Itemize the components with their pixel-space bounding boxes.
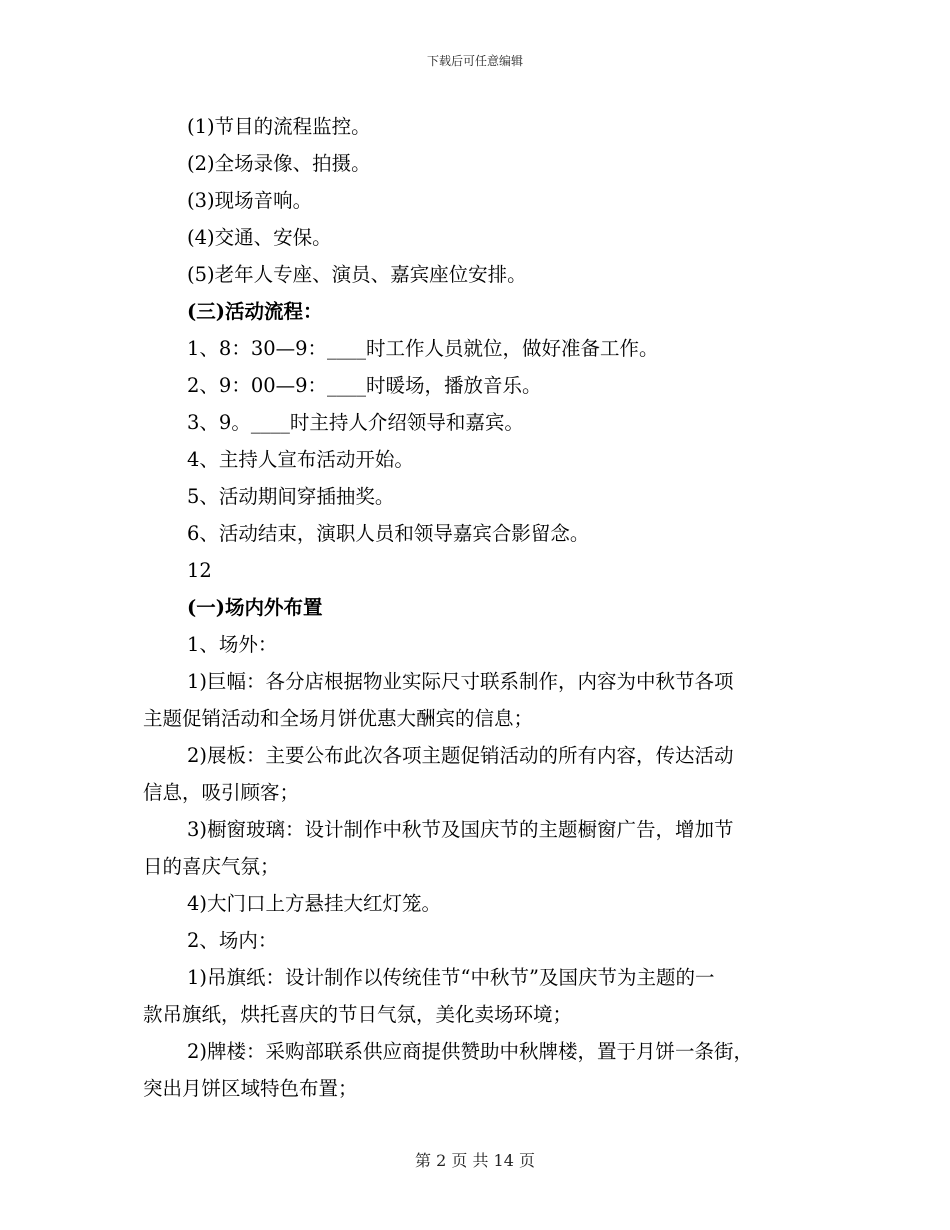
paragraph-line: 4)大门口上方悬挂大红灯笼。 <box>187 892 442 915</box>
page-footer: 第 2 页 共 14 页 <box>415 1151 535 1170</box>
paragraph-line: 2)展板：主要公布此次各项主题促销活动的所有内容，传达活动 <box>187 744 734 767</box>
list-item: 6、活动结束，演职人员和领导嘉宾合影留念。 <box>187 522 590 545</box>
list-item: 2、9：00—9：____时暖场，播放音乐。 <box>187 374 542 397</box>
page-header: 下载后可任意编辑 <box>426 54 523 68</box>
list-item: (1)节目的流程监控。 <box>187 115 371 138</box>
subsection-heading: 1、场外： <box>187 633 278 656</box>
paragraph-line: 日的喜庆气氛； <box>143 855 280 878</box>
paragraph-line: 1)吊旗纸：设计制作以传统佳节“中秋节”及国庆节为主题的一 <box>187 966 715 989</box>
paragraph-line: 3)橱窗玻璃：设计制作中秋节及国庆节的主题橱窗广告，增加节 <box>187 818 734 841</box>
list-item: (2)全场录像、拍摄。 <box>187 152 371 175</box>
section-heading: (一)场内外布置 <box>187 596 323 619</box>
list-item: 1、8：30—9：____时工作人员就位，做好准备工作。 <box>187 337 659 360</box>
section-heading: (三)活动流程： <box>187 300 323 323</box>
list-item: 3、9。____时主持人介绍领导和嘉宾。 <box>187 411 524 434</box>
subsection-heading: 2、场内： <box>187 929 278 952</box>
paragraph-line: 2)牌楼：采购部联系供应商提供赞助中秋牌楼，置于月饼一条街， <box>187 1040 754 1063</box>
paragraph-line: 信息，吸引顾客； <box>143 781 300 804</box>
paragraph-line: 款吊旗纸，烘托喜庆的节日气氛，美化卖场环境； <box>143 1003 573 1026</box>
list-item: (3)现场音响。 <box>187 189 313 212</box>
paragraph-line: 突出月饼区域特色布置； <box>143 1077 358 1100</box>
list-item: 4、主持人宣布活动开始。 <box>187 448 414 471</box>
list-item: (4)交通、安保。 <box>187 226 332 249</box>
list-item: 5、活动期间穿插抽奖。 <box>187 485 395 508</box>
paragraph-line: 主题促销活动和全场月饼优惠大酬宾的信息； <box>143 707 534 730</box>
paragraph-line: 1)巨幅：各分店根据物业实际尺寸联系制作，内容为中秋节各项 <box>187 670 734 693</box>
document-body <box>143 108 811 1107</box>
list-item: (5)老年人专座、演员、嘉宾座位安排。 <box>187 263 527 286</box>
paragraph: 12 <box>187 559 212 582</box>
